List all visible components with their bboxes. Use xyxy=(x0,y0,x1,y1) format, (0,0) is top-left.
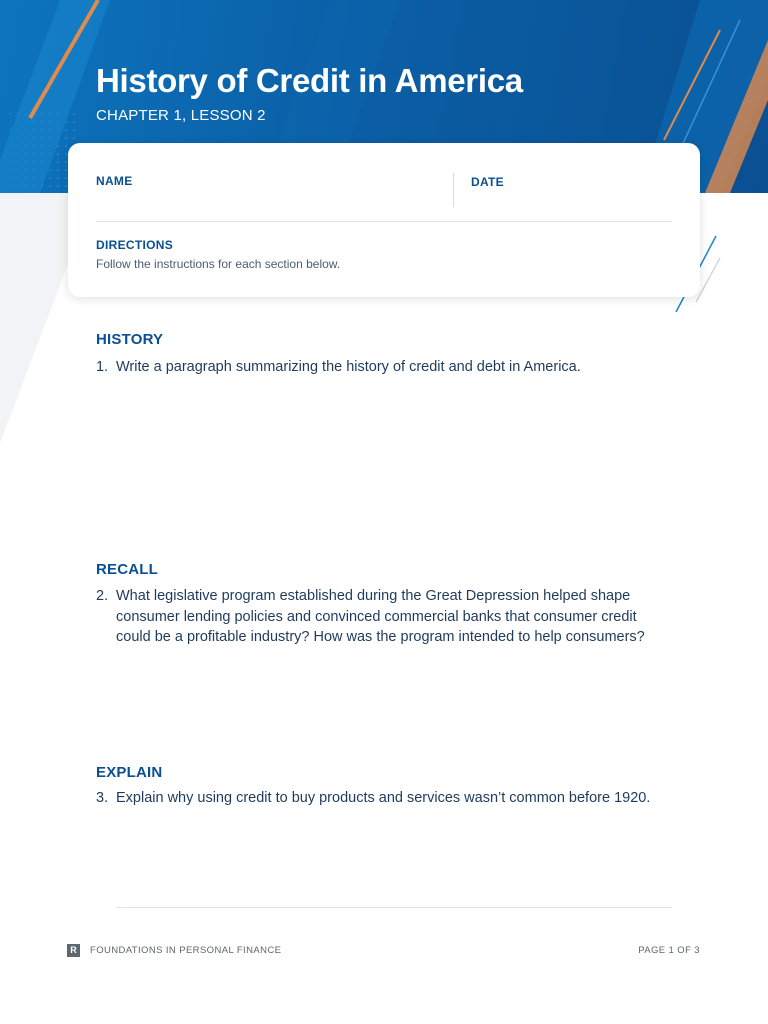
footer-brand: FOUNDATIONS IN PERSONAL FINANCE xyxy=(90,945,282,956)
card-divider xyxy=(96,221,672,222)
field-divider xyxy=(453,173,454,207)
question-number: 3. xyxy=(96,790,109,806)
section-heading-history: HISTORY xyxy=(96,331,164,348)
page-number: PAGE 1 OF 3 xyxy=(638,945,700,956)
page-title: History of Credit in America xyxy=(96,62,523,99)
section-heading-explain: EXPLAIN xyxy=(96,764,163,781)
student-info-card xyxy=(68,143,700,297)
question-3 xyxy=(96,788,656,809)
question-number: 2. xyxy=(96,588,109,604)
directions-text: Follow the instructions for each section below. xyxy=(96,257,341,271)
question-text: Write a paragraph summarizing the history of credit and debt in America. xyxy=(116,359,581,375)
footer-divider xyxy=(116,907,672,908)
question-number: 1. xyxy=(96,359,109,375)
question-1 xyxy=(96,357,656,378)
chapter-lesson: CHAPTER 1, LESSON 2 xyxy=(96,107,266,124)
brand-logo-icon: R xyxy=(67,944,80,957)
question-text: Explain why using credit to buy products and services wasn’t common before 1920. xyxy=(116,790,651,806)
question-2 xyxy=(96,586,656,648)
directions-label: DIRECTIONS xyxy=(96,238,174,252)
section-heading-recall: RECALL xyxy=(96,561,159,578)
name-label: NAME xyxy=(96,174,133,188)
date-label: DATE xyxy=(471,175,504,189)
question-text: What legislative program established during the Great Depression helped shape consumer lending policies and convinced commercial banks that consumer credit could be a profitable industry? How was the program intended to help consumers? xyxy=(116,588,645,645)
